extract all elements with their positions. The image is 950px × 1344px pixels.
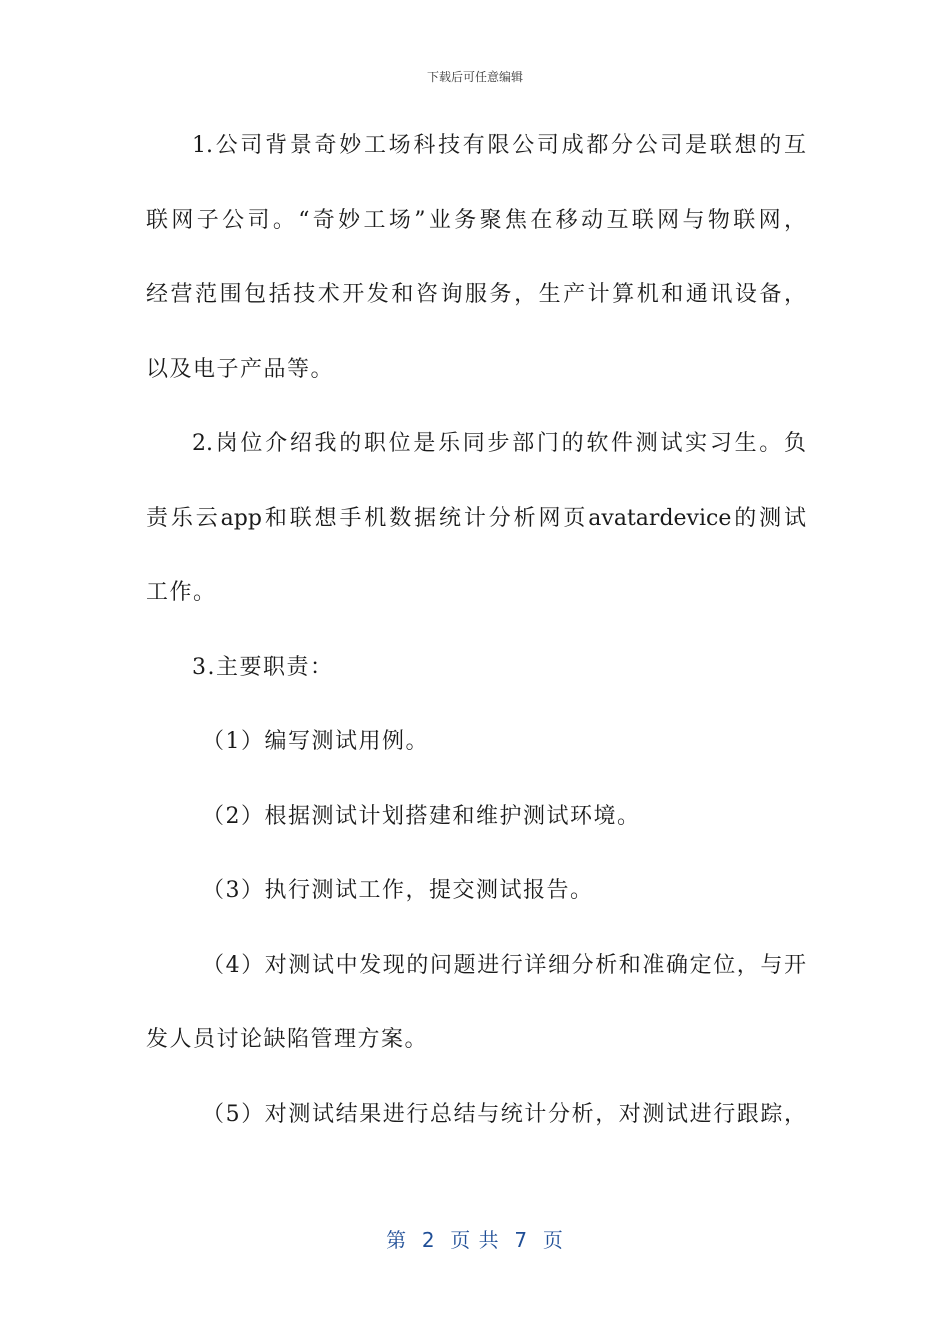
page-footer: 第 2 页 共 7 页 (386, 1228, 564, 1252)
paragraph-1-line-2: 联网子公司。“奇妙工场”业务聚焦在移动互联网与物联网， (146, 207, 806, 233)
duty-item-3: （3）执行测试工作，提交测试报告。 (202, 878, 594, 903)
paragraph-1-line-3: 经营范围包括技术开发和咨询服务，生产计算机和通讯设备， (146, 282, 806, 307)
paragraph-2-line-3: 工作。 (146, 580, 217, 605)
duty-item-1: （1）编写测试用例。 (202, 729, 429, 754)
section-heading-duties: 3.主要职责： (192, 654, 334, 680)
duty-item-2: （2）根据测试计划搭建和维护测试环境。 (202, 803, 641, 829)
paragraph-2-line-1: 2.岗位介绍我的职位是乐同步部门的软件测试实习生。负 (192, 431, 806, 456)
paragraph-1-line-1: 1.公司背景奇妙工场科技有限公司成都分公司是联想的互 (192, 133, 806, 158)
download-note: 下载后可任意编辑 (426, 70, 523, 84)
duty-item-4-line-1: （4）对测试中发现的问题进行详细分析和准确定位，与开 (202, 952, 806, 978)
document-body (146, 124, 806, 1167)
paragraph-2-line-2: 责乐云app和联想手机数据统计分析网页avatardevice的测试 (146, 505, 806, 531)
duty-item-4-line-2: 发人员讨论缺陷管理方案。 (146, 1027, 429, 1052)
duty-item-5-line-1: （5）对测试结果进行总结与统计分析，对测试进行跟踪， (202, 1101, 806, 1127)
paragraph-1-line-4: 以及电子产品等。 (146, 356, 335, 382)
